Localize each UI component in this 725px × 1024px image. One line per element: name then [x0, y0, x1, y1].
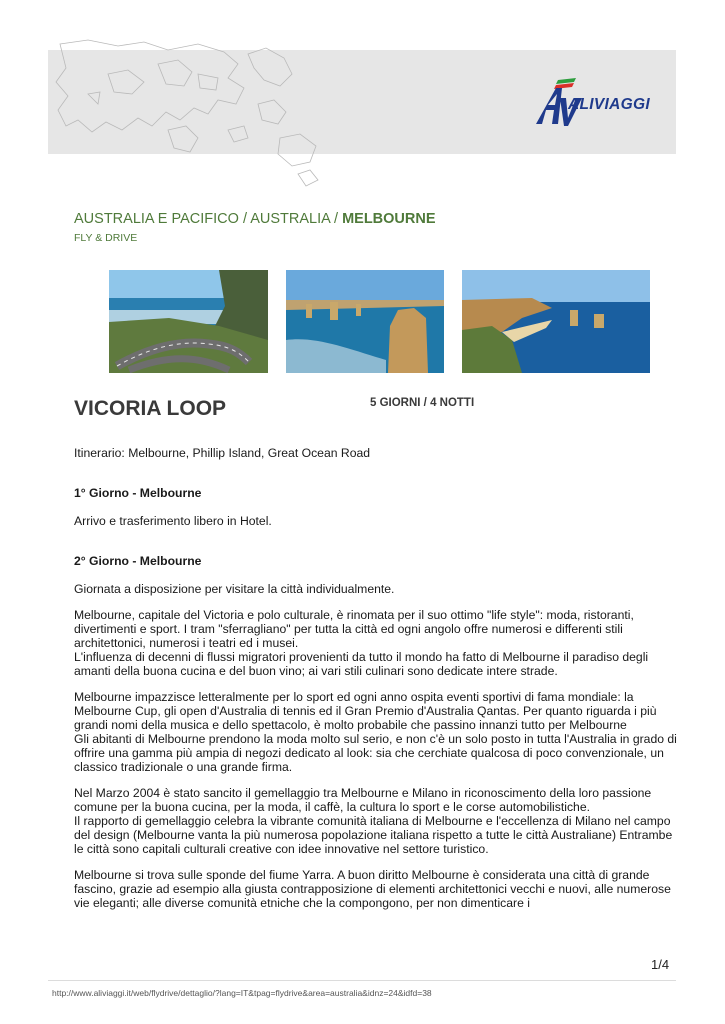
photo-coastline: [462, 270, 650, 373]
footer-divider: [48, 980, 676, 981]
logo-wordmark: ALIVIAGGI: [568, 96, 650, 113]
day-1-heading: 1° Giorno - Melbourne: [74, 486, 202, 500]
photo-great-ocean-road: [109, 270, 268, 373]
itinerary: Itinerario: Melbourne, Phillip Island, Great Ocean Road: [74, 446, 371, 460]
paragraph: L'influenza di decenni di flussi migratori provenienti da tutto il mondo ha fatto di Melbourne il paradiso degli amanti della buona cucina e del buon vino; ai vari stili culinari sono dedicate intere strade.: [74, 650, 649, 678]
breadcrumb-path: AUSTRALIA E PACIFICO / AUSTRALIA /: [74, 211, 343, 227]
tour-duration: 5 GIORNI / 4 NOTTI: [370, 397, 475, 409]
day-2-text: Giornata a disposizione per visitare la città individualmente.: [74, 582, 395, 596]
breadcrumb-current: MELBOURNE: [342, 211, 436, 227]
tour-title: VICORIA LOOP: [74, 397, 227, 420]
day-2-heading: 2° Giorno - Melbourne: [74, 554, 202, 568]
breadcrumb: [74, 211, 436, 227]
paragraph: Melbourne si trova sulle sponde del fiume Yarra. A buon diritto Melbourne è considerata una città di grande fascino, grazie ad esempio alla giusta contrapposizione di elementi architettonici vecchi e nuovi, alle numerose vie eleganti; alle diverse comunità etniche che la compongono, per non dimenticare i: [74, 868, 671, 910]
paragraph: Melbourne impazzisce letteralmente per lo sport ed ogni anno ospita eventi sportivi di fama mondiale: la Melbourne Cup, gli open d'Australia di tennis ed il Gran Premio d'Australia Qantas. Per quanto riguarda i più grandi nomi della musica e dello spettacolo, è molto probabile che passino innanzi tutto per Melbourne: [74, 690, 657, 732]
tour-description: [74, 446, 678, 910]
tour-category: FLY & DRIVE: [74, 232, 138, 244]
page-number: 1/4: [651, 957, 670, 972]
paragraph: Il rapporto di gemellaggio celebra la vibrante comunità italiana di Melbourne e l'eccellenza di Milano nel campo del design (Melbourne vanta la più numerosa popolazione italiana rispetto a tutte le città Australiane) Entrambe le città sono capitali culturali creative con idee innovative nel settore turistico.: [74, 814, 673, 856]
day-1-text: Arrivo e trasferimento libero in Hotel.: [74, 514, 272, 528]
footer-url-link[interactable]: http://www.aliviaggi.it/web/flydrive/dettaglio/?lang=IT&tpag=flydrive&area=australia&idnz=24&idfd=38: [52, 988, 432, 998]
paragraph: Nel Marzo 2004 è stato sancito il gemellaggio tra Melbourne e Milano in riconoscimento della loro passione comune per la buona cucina, per la moda, il caffè, la cultura lo sport e le corse automobilistiche.: [74, 786, 652, 814]
paragraph: Gli abitanti di Melbourne prendono la moda molto sul serio, e non c'è un solo posto in tutta l'Australia in grado di offrire una gamma più ampia di negozi dedicato al look: sia che cerchiate qualcosa di poco convenzionale, un classico tradizionale o una grande firma.: [74, 732, 677, 774]
world-map-illustration: [48, 34, 348, 190]
photo-twelve-apostles: [286, 270, 444, 373]
paragraph: Melbourne, capitale del Victoria e polo culturale, è rinomata per il suo ottimo "life style": moda, ristoranti, divertimenti e sport. I tram "sferragliano" per tutta la città ed ogni angolo offre numerosi e differenti stili architettonici, numerosi i teatri ed i musei.: [74, 608, 634, 650]
